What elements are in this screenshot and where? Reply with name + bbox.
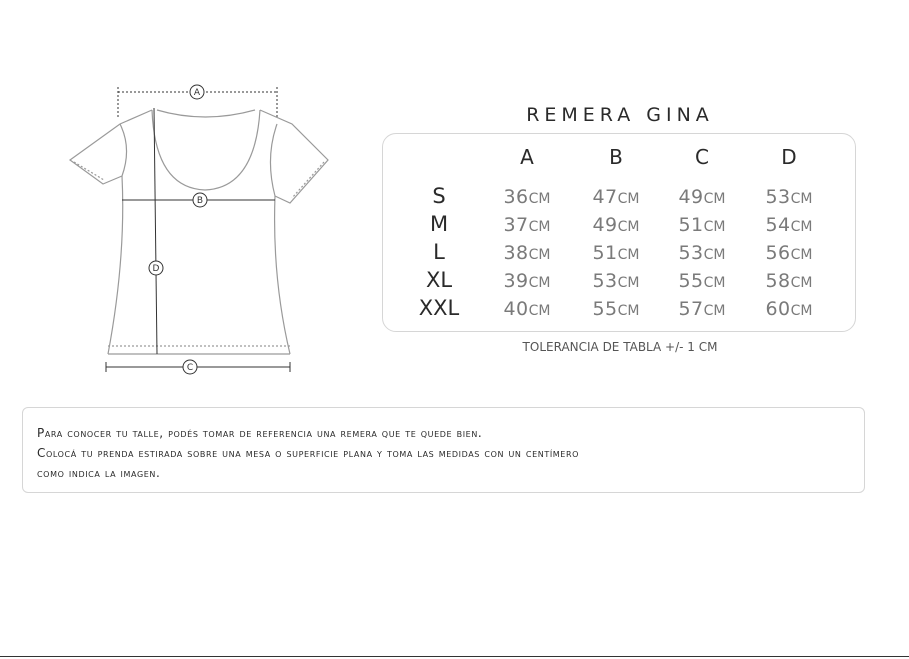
cell-unit: CM (703, 275, 726, 291)
column-header-a: A (520, 145, 534, 169)
tshirt-body (70, 110, 328, 354)
cell-value: 53 (765, 186, 791, 208)
measure-a (118, 85, 277, 118)
label-c: C (186, 363, 194, 373)
column-header-b: B (609, 145, 623, 169)
cell-value: 40 (503, 298, 529, 320)
cell-unit: CM (617, 191, 640, 207)
cell-value: 39 (503, 270, 529, 292)
cell-value: 55 (678, 270, 704, 292)
cell-unit: CM (790, 219, 813, 235)
label-a: A (193, 88, 201, 98)
size-label: S (432, 184, 446, 208)
cell-value: 60 (765, 298, 791, 320)
size-label: XXL (418, 296, 460, 320)
product-title: REMERA GINA (526, 104, 714, 126)
cell-unit: CM (703, 303, 726, 319)
size-cell (749, 242, 829, 264)
cell-unit: CM (790, 275, 813, 291)
cell-unit: CM (528, 247, 551, 263)
cell-value: 55 (592, 298, 618, 320)
cell-unit: CM (617, 247, 640, 263)
size-cell (662, 270, 742, 292)
size-cell (662, 298, 742, 320)
size-cell (749, 298, 829, 320)
label-b: B (196, 196, 204, 206)
cell-unit: CM (617, 219, 640, 235)
size-cell (576, 242, 656, 264)
measuring-instructions-box (22, 407, 865, 493)
column-header-c: C (695, 145, 709, 169)
cell-value: 53 (678, 242, 704, 264)
size-cell (487, 214, 567, 236)
label-d: D (152, 264, 160, 274)
size-cell (576, 186, 656, 208)
cell-value: 51 (678, 214, 704, 236)
cell-value: 38 (503, 242, 529, 264)
size-cell (576, 214, 656, 236)
page-bottom-divider (0, 656, 909, 657)
tshirt-outline-svg (60, 78, 340, 378)
cell-unit: CM (528, 303, 551, 319)
instruction-line-1: Para conocer tu talle, podés tomar de referencia una remera que te quede bien. (37, 426, 483, 440)
size-cell (662, 242, 742, 264)
cell-value: 58 (765, 270, 791, 292)
cell-unit: CM (790, 303, 813, 319)
tolerance-note: TOLERANCIA DE TABLA +/- 1 CM (522, 340, 718, 354)
size-cell (662, 214, 742, 236)
size-cell (749, 270, 829, 292)
size-cell (487, 270, 567, 292)
cell-value: 49 (592, 214, 618, 236)
cell-value: 36 (503, 186, 529, 208)
measure-b (122, 193, 275, 207)
size-label: L (433, 240, 445, 264)
cell-value: 57 (678, 298, 704, 320)
cell-unit: CM (790, 247, 813, 263)
cell-unit: CM (617, 303, 640, 319)
size-cell (749, 186, 829, 208)
cell-value: 37 (503, 214, 529, 236)
cell-unit: CM (703, 219, 726, 235)
cell-unit: CM (703, 191, 726, 207)
instruction-line-2: Colocá tu prenda estirada sobre una mesa o superficie plana y toma las medidas con un centímero (37, 446, 580, 460)
cell-unit: CM (790, 191, 813, 207)
cell-value: 51 (592, 242, 618, 264)
instruction-line-3: como indica la imagen. (37, 466, 161, 480)
cell-unit: CM (528, 275, 551, 291)
cell-value: 54 (765, 214, 791, 236)
tshirt-measurement-diagram (60, 78, 340, 378)
size-cell (487, 242, 567, 264)
cell-value: 49 (678, 186, 704, 208)
cell-value: 47 (592, 186, 618, 208)
cell-value: 56 (765, 242, 791, 264)
cell-unit: CM (528, 191, 551, 207)
cell-unit: CM (703, 247, 726, 263)
cell-unit: CM (617, 275, 640, 291)
size-label: XL (425, 268, 453, 292)
size-cell (487, 186, 567, 208)
size-cell (662, 186, 742, 208)
cell-value: 53 (592, 270, 618, 292)
measure-c (106, 360, 290, 374)
size-cell (487, 298, 567, 320)
size-cell (749, 214, 829, 236)
cell-unit: CM (528, 219, 551, 235)
column-header-d: D (781, 145, 797, 169)
size-cell (576, 270, 656, 292)
size-cell (576, 298, 656, 320)
size-label: M (429, 212, 449, 236)
